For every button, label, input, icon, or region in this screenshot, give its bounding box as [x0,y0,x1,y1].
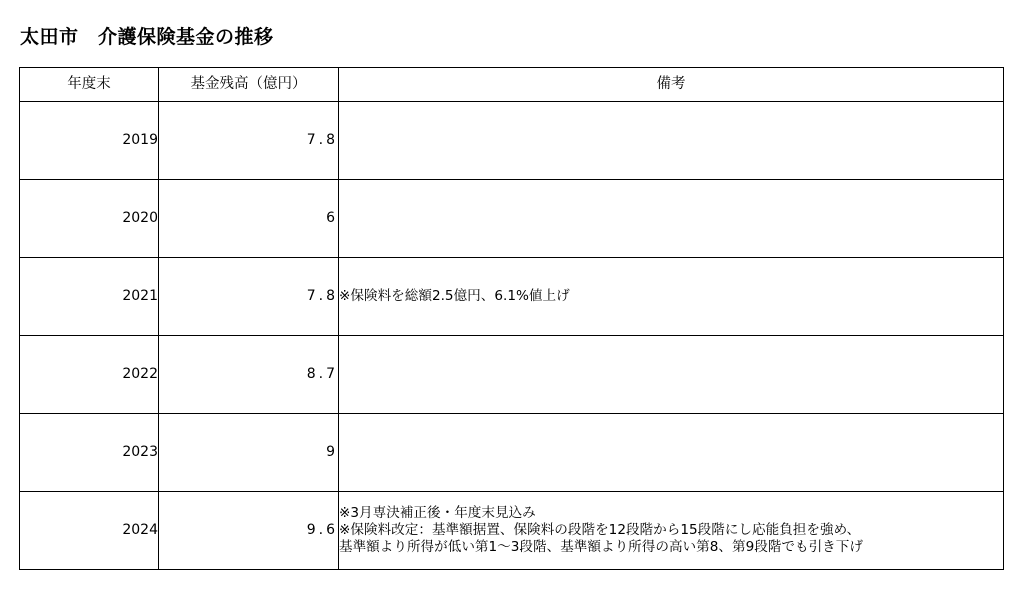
cell-notes [339,336,1004,414]
note-line: ※保険料改定：基準額据置、保険料の段階を12段階から15段階にし応能負担を強め、 [339,522,861,538]
cell-year: 2020 [20,180,159,258]
note-line: ※3月専決補正後・年度末見込み [339,505,536,521]
cell-notes [339,102,1004,180]
document-title: 太田市 介護保険基金の推移 [20,26,274,48]
cell-year: 2019 [20,102,159,180]
table-header-row [20,68,1004,102]
cell-notes [339,414,1004,492]
cell-year: 2023 [20,414,159,492]
fund-table [19,67,1004,570]
cell-balance: 8.7 [159,336,339,414]
table-row [20,336,1004,414]
note-line: 基準額より所得が低い第1～3段階、基準額より所得の高い第8、第9段階でも引き下げ [339,539,863,555]
cell-balance: 9.6 [159,492,339,570]
cell-year: 2024 [20,492,159,570]
table-row [20,414,1004,492]
cell-balance: 7.8 [159,102,339,180]
cell-notes [339,258,1004,336]
cell-balance: 9 [159,414,339,492]
header-notes: 備考 [339,68,1004,102]
table-row [20,180,1004,258]
cell-balance: 7.8 [159,258,339,336]
cell-year: 2022 [20,336,159,414]
table-row [20,102,1004,180]
table-row [20,258,1004,336]
note-line: ※保険料を総額2.5億円、6.1%値上げ [339,288,570,304]
header-balance: 基金残高（億円） [159,68,339,102]
cell-year: 2021 [20,258,159,336]
cell-balance: 6 [159,180,339,258]
cell-notes [339,180,1004,258]
table-row [20,492,1004,570]
cell-notes [339,492,1004,570]
header-year: 年度末 [20,68,159,102]
